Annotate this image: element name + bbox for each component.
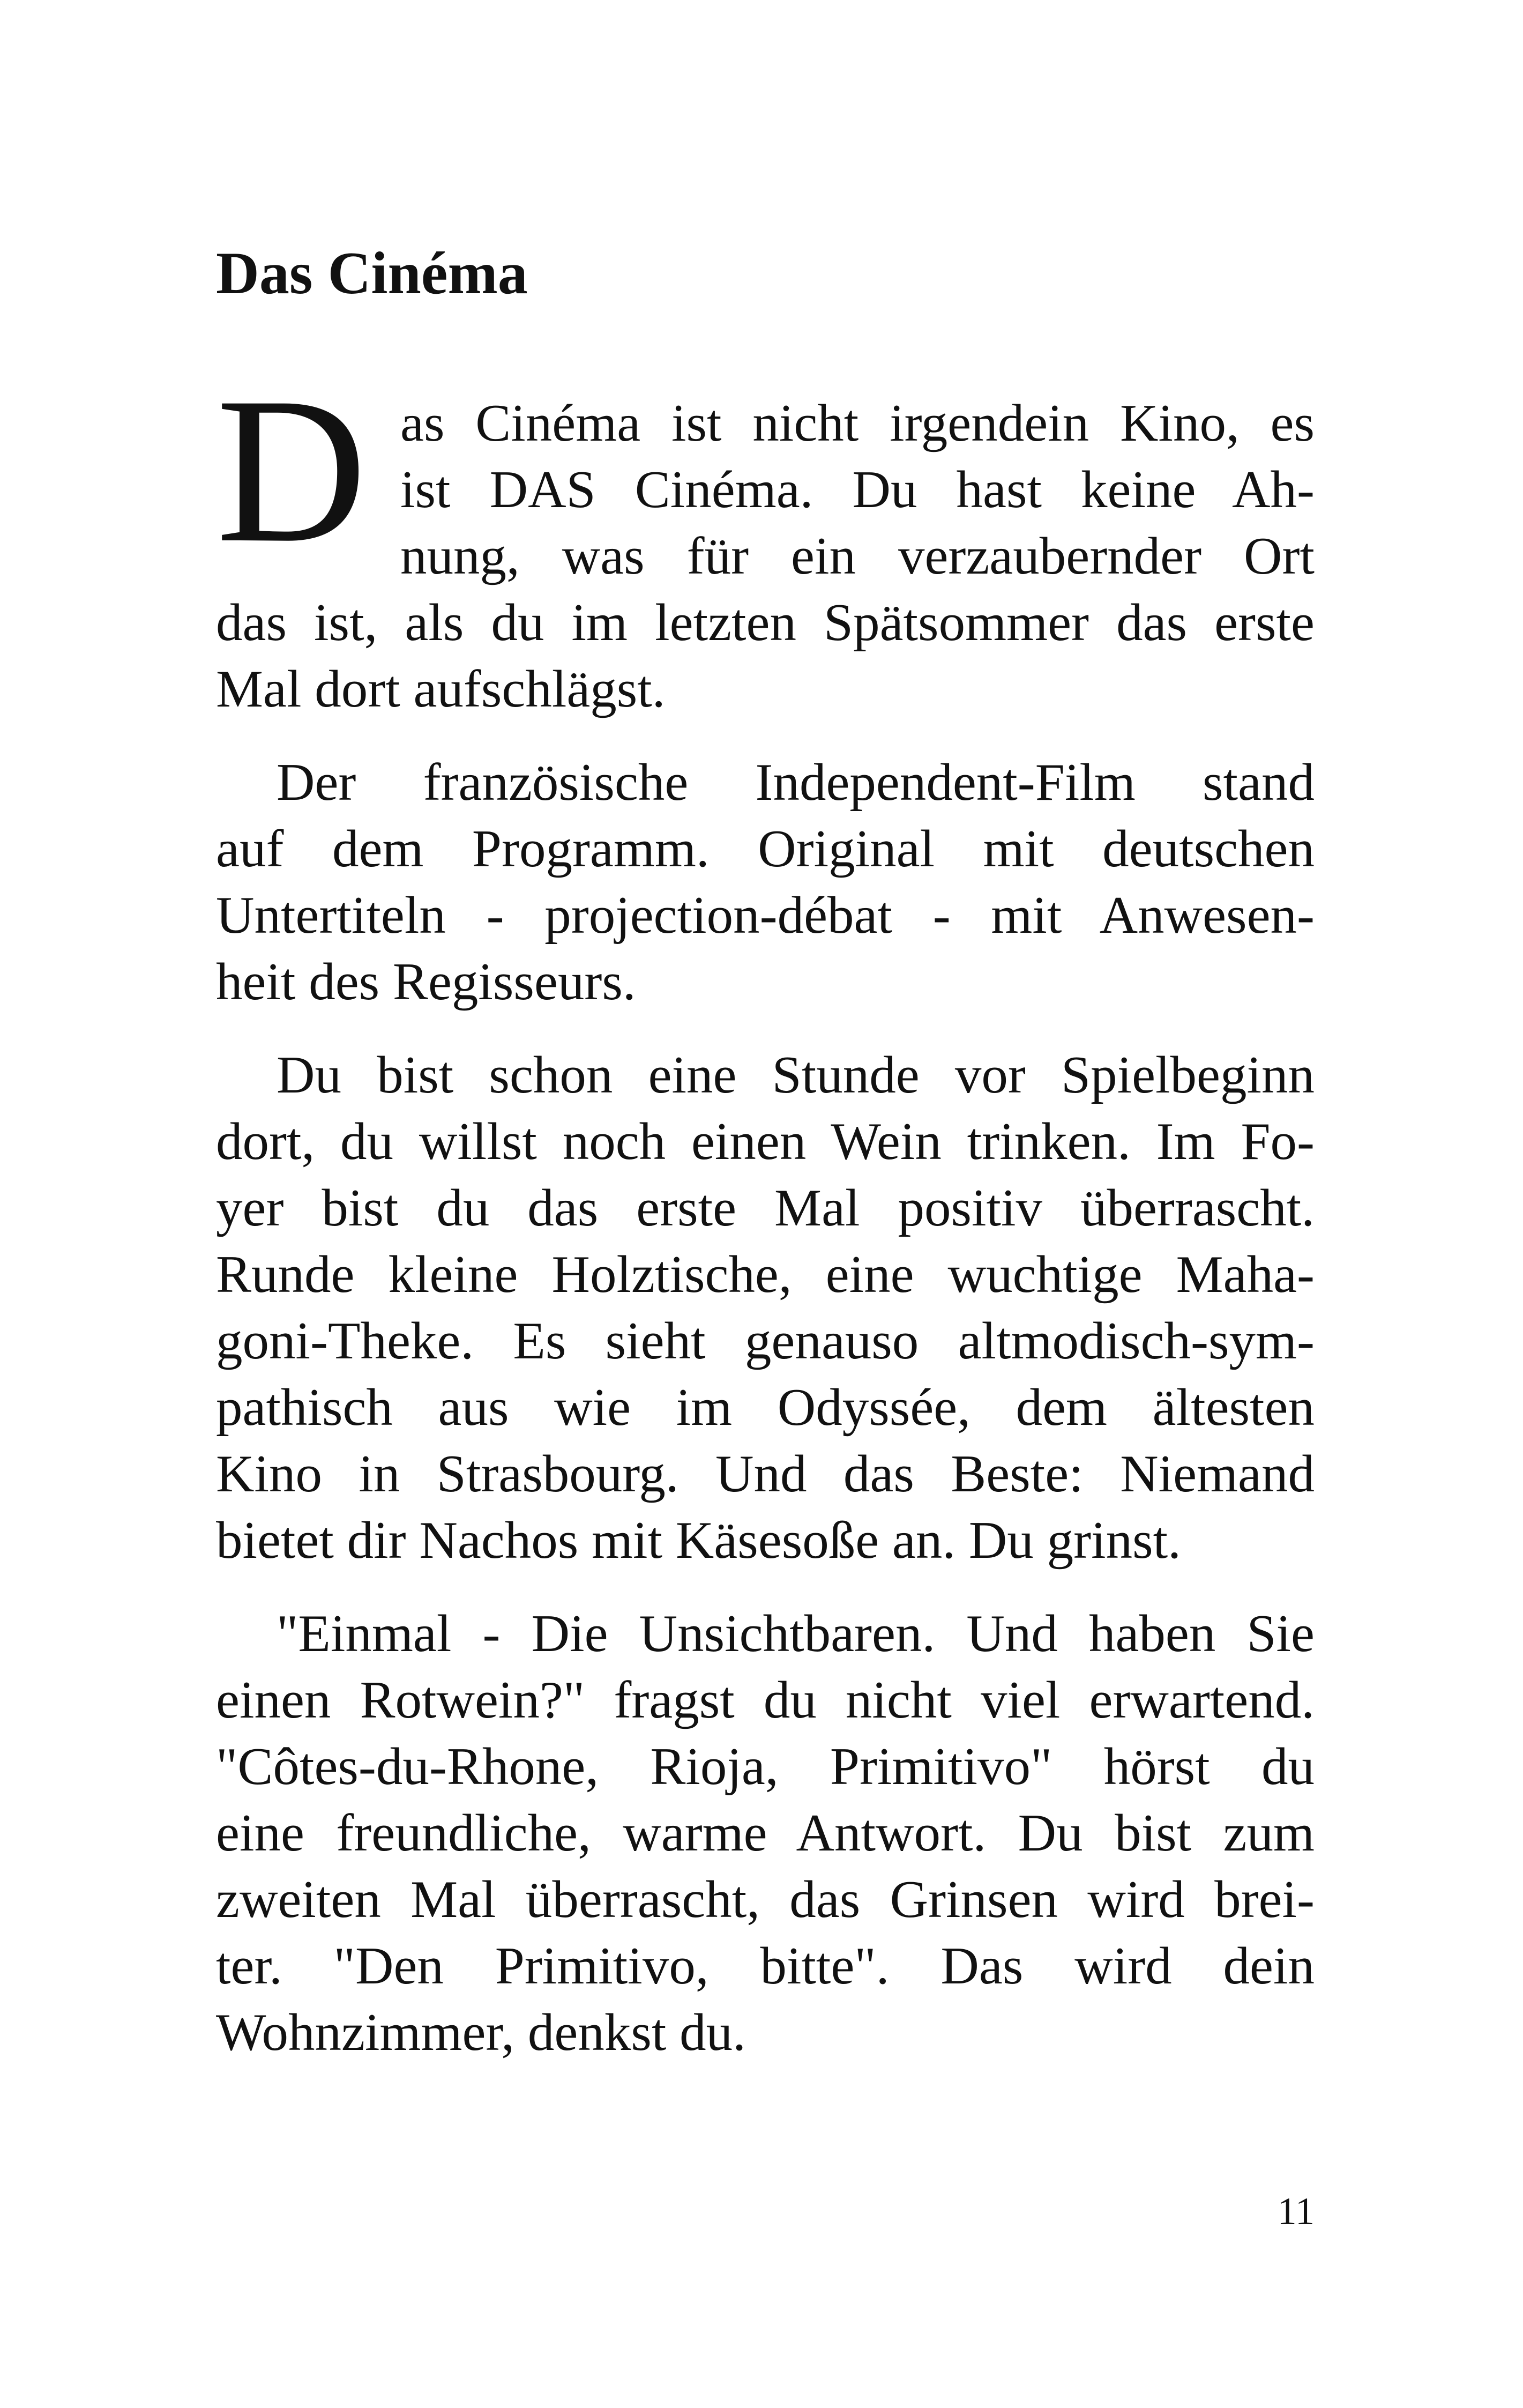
text-line: das ist, als du im letzten Spätsommer das erste: [216, 593, 1315, 652]
text-line: ist DAS Cinéma. Du hast keine Ah-: [400, 460, 1315, 519]
paragraph-spacer: [216, 1574, 1315, 1601]
text-line: Kino in Strasbourg. Und das Beste: Niemand: [216, 1445, 1315, 1503]
paragraph-spacer: [216, 723, 1315, 749]
text-line: goni-Theke. Es sieht genauso altmodisch-sym-: [216, 1312, 1315, 1370]
drop-cap: D: [216, 354, 367, 586]
paragraph: [216, 390, 1315, 723]
text-line: Untertiteln - projection-débat - mit Anwesen-: [216, 886, 1315, 945]
page-number: 11: [1277, 2190, 1315, 2233]
text-line: yer bist du das erste Mal positiv überrascht.: [216, 1179, 1315, 1237]
text-line: Du bist schon eine Stunde vor Spielbeginn: [277, 1046, 1315, 1104]
body-text: [216, 390, 1315, 2066]
paragraph: [216, 1601, 1315, 2066]
text-line: dort, du willst noch einen Wein trinken. Im Fo-: [216, 1112, 1315, 1171]
text-line: Runde kleine Holztische, eine wuchtige Maha-: [216, 1245, 1315, 1304]
chapter-title: Das Cinéma: [216, 240, 528, 307]
text-line: heit des Regisseurs.: [216, 953, 636, 1011]
text-line: "Einmal - Die Unsichtbaren. Und haben Sie: [277, 1604, 1315, 1663]
paragraph-spacer: [216, 1015, 1315, 1042]
text-line: ter. "Den Primitivo, bitte". Das wird dein: [216, 1937, 1315, 1995]
text-line: "Côtes-du-Rhone, Rioja, Primitivo" hörst du: [216, 1737, 1315, 1796]
text-line: zweiten Mal überrascht, das Grinsen wird brei-: [216, 1870, 1315, 1929]
paragraph: [216, 749, 1315, 1015]
text-line: pathisch aus wie im Odyssée, dem ältesten: [216, 1378, 1315, 1437]
text-line: Der französische Independent-Film stand: [277, 753, 1315, 812]
paragraph: [216, 1042, 1315, 1574]
text-line: nung, was für ein verzaubernder Ort: [400, 527, 1315, 585]
text-line: eine freundliche, warme Antwort. Du bist zum: [216, 1804, 1315, 1862]
text-line: bietet dir Nachos mit Käsesoße an. Du grinst.: [216, 1511, 1181, 1570]
text-line: Wohnzimmer, denkst du.: [216, 2003, 746, 2062]
text-line: einen Rotwein?" fragst du nicht viel erwartend.: [216, 1671, 1315, 1729]
text-line: Mal dort aufschlägst.: [216, 660, 666, 718]
text-line: as Cinéma ist nicht irgendein Kino, es: [400, 394, 1315, 452]
text-line: auf dem Programm. Original mit deutschen: [216, 820, 1315, 878]
